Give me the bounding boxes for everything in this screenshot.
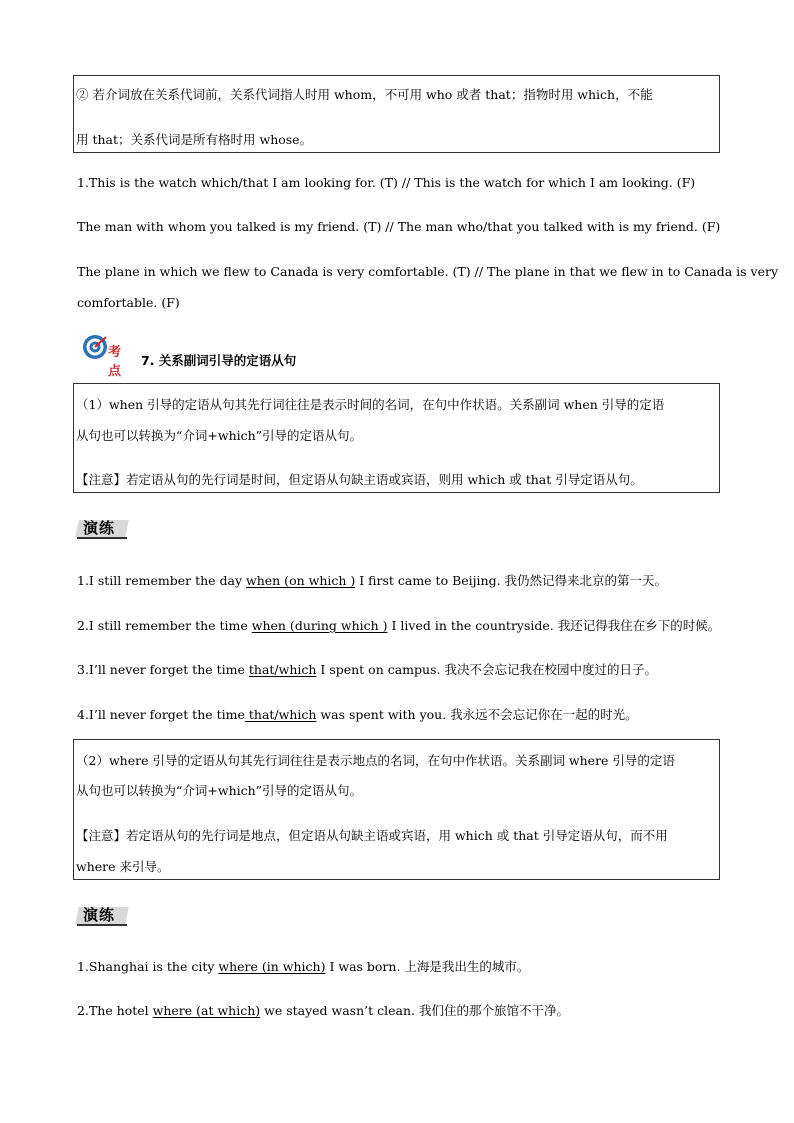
rule-box-3-line-1: （2）where 引导的定语从句其先行词往往是表示地点的名词，在句中作状语。关系副词 where 引导的定语 (76, 753, 675, 768)
section-tag: 考点 (108, 345, 122, 379)
practice-1-item-3: 3.I’ll never forget the time that/which I spent on campus. 我决不会忘记我在校园中度过的日子。 (77, 662, 657, 677)
rule-box-3-line-4: where 来引导。 (76, 859, 170, 874)
example-line-1: 1.This is the watch which/that I am looking for. (T) // This is the watch for which I am looking. (F) (77, 175, 696, 190)
rule-box-1-line-2: 用 that；关系代词是所有格时用 whose。 (76, 132, 313, 147)
practice-1-item-1: 1.I still remember the day when (on which ) I first came to Beijing. 我仍然记得来北京的第一天。 (77, 573, 668, 588)
example-line-2: The man with whom you talked is my friend. (T) // The man who/that you talked with is my friend. (F) (77, 219, 721, 234)
answer: when (on which ) (246, 573, 356, 588)
practice-2-item-1: 1.Shanghai is the city where (in which) I was born. 上海是我出生的城市。 (77, 959, 530, 974)
answer: where (at which) (152, 1003, 261, 1018)
answer: that/which (244, 707, 317, 722)
rule-box-1 (73, 75, 720, 153)
target-icon (82, 334, 108, 360)
answer: that/which (248, 662, 317, 677)
practice-label-2 (77, 904, 127, 926)
practice-1-item-4: 4.I’ll never forget the time that/which was spent with you. 我永远不会忘记你在一起的时光。 (77, 707, 638, 722)
example-line-3: The plane in which we flew to Canada is very comfortable. (T) // The plane in that we flew in to Canada is very (77, 264, 779, 279)
practice-label-1 (77, 517, 127, 539)
section-title: 7. 关系副词引导的定语从句 (141, 353, 297, 368)
rule-box-3 (73, 739, 720, 880)
rule-box-2-line-3: 【注意】若定语从句的先行词是时间，但定语从句缺主语或宾语，则用 which 或 that 引导定语从句。 (76, 472, 643, 487)
rule-box-2-line-1: （1）when 引导的定语从句其先行词往往是表示时间的名词，在句中作状语。关系副词 when 引导的定语 (76, 397, 665, 412)
rule-box-1-line-1: ② 若介词放在关系代词前，关系代词指人时用 whom，不可用 who 或者 that；指物时用 which，不能 (76, 87, 653, 102)
answer: when (during which ) (251, 618, 388, 633)
practice-2-item-2: 2.The hotel where (at which) we stayed wasn’t clean. 我们住的那个旅馆不干净。 (77, 1003, 569, 1018)
answer: where (in which) (218, 959, 326, 974)
practice-1-item-2: 2.I still remember the time when (during which ) I lived in the countryside. 我还记得我住在乡下的时候。 (77, 618, 721, 633)
rule-box-2-line-2: 从句也可以转换为“介词+which”引导的定语从句。 (76, 428, 363, 443)
example-line-4: comfortable. (F) (77, 295, 180, 310)
practice-label-text: 演练 (83, 519, 116, 537)
rule-box-3-line-3: 【注意】若定语从句的先行词是地点，但定语从句缺主语或宾语，用 which 或 that 引导定语从句，而不用 (76, 828, 668, 843)
practice-label-text: 演练 (83, 906, 116, 924)
rule-box-2 (73, 383, 720, 493)
rule-box-3-line-2: 从句也可以转换为“介词+which”引导的定语从句。 (76, 783, 363, 798)
